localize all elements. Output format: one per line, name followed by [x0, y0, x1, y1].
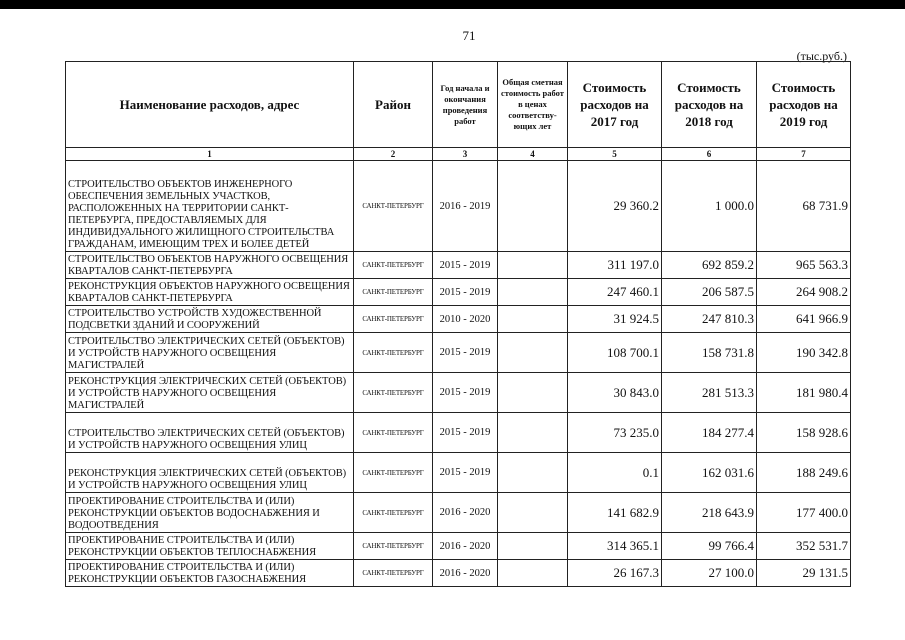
header-district: Район — [354, 62, 433, 148]
cost-2019: 352 531.7 — [757, 533, 851, 560]
cost-2019: 264 908.2 — [757, 279, 851, 306]
budget-table-container — [65, 61, 851, 587]
district: САНКТ-ПЕТЕРБУРГ — [354, 252, 433, 279]
work-years: 2015 - 2019 — [433, 252, 498, 279]
table-row — [66, 161, 851, 252]
cost-2018: 158 731.8 — [662, 333, 757, 373]
cost-2018: 184 277.4 — [662, 413, 757, 453]
cost-2018: 27 100.0 — [662, 560, 757, 587]
total-estimate — [498, 373, 568, 413]
district: САНКТ-ПЕТЕРБУРГ — [354, 333, 433, 373]
district: САНКТ-ПЕТЕРБУРГ — [354, 493, 433, 533]
budget-table — [65, 61, 851, 587]
cost-2019: 190 342.8 — [757, 333, 851, 373]
expense-name: РЕКОНСТРУКЦИЯ ОБЪЕКТОВ НАРУЖНОГО ОСВЕЩЕНИЯ КВАРТАЛОВ САНКТ-ПЕТЕРБУРГА — [66, 279, 354, 306]
work-years: 2016 - 2019 — [433, 161, 498, 252]
total-estimate — [498, 493, 568, 533]
table-row — [66, 306, 851, 333]
column-number: 4 — [498, 148, 568, 161]
column-number: 1 — [66, 148, 354, 161]
table-row — [66, 493, 851, 533]
district: САНКТ-ПЕТЕРБУРГ — [354, 533, 433, 560]
column-number: 7 — [757, 148, 851, 161]
work-years: 2015 - 2019 — [433, 279, 498, 306]
header-cost-2019: Стоимость расходов на 2019 год — [757, 62, 851, 148]
column-number: 2 — [354, 148, 433, 161]
cost-2017: 26 167.3 — [568, 560, 662, 587]
total-estimate — [498, 161, 568, 252]
district: САНКТ-ПЕТЕРБУРГ — [354, 279, 433, 306]
total-estimate — [498, 413, 568, 453]
cost-2018: 1 000.0 — [662, 161, 757, 252]
total-estimate — [498, 560, 568, 587]
work-years: 2015 - 2019 — [433, 453, 498, 493]
district: САНКТ-ПЕТЕРБУРГ — [354, 453, 433, 493]
cost-2018: 206 587.5 — [662, 279, 757, 306]
cost-2017: 108 700.1 — [568, 333, 662, 373]
work-years: 2015 - 2019 — [433, 413, 498, 453]
column-number-row — [66, 148, 851, 161]
work-years: 2016 - 2020 — [433, 560, 498, 587]
header-cost-2018: Стоимость расходов на 2018 год — [662, 62, 757, 148]
cost-2019: 965 563.3 — [757, 252, 851, 279]
cost-2017: 0.1 — [568, 453, 662, 493]
table-row — [66, 413, 851, 453]
expense-name: РЕКОНСТРУКЦИЯ ЭЛЕКТРИЧЕСКИХ СЕТЕЙ (ОБЪЕКТОВ) И УСТРОЙСТВ НАРУЖНОГО ОСВЕЩЕНИЯ УЛИЦ — [66, 453, 354, 493]
district: САНКТ-ПЕТЕРБУРГ — [354, 306, 433, 333]
header-cost-2017: Стоимость расходов на 2017 год — [568, 62, 662, 148]
page-number: 71 — [462, 28, 476, 43]
expense-name: СТРОИТЕЛЬСТВО ЭЛЕКТРИЧЕСКИХ СЕТЕЙ (ОБЪЕКТОВ) И УСТРОЙСТВ НАРУЖНОГО ОСВЕЩЕНИЯ МАГИСТРАЛЕЙ — [66, 333, 354, 373]
cost-2017: 73 235.0 — [568, 413, 662, 453]
work-years: 2016 - 2020 — [433, 493, 498, 533]
column-number: 5 — [568, 148, 662, 161]
table-row — [66, 252, 851, 279]
expense-name: ПРОЕКТИРОВАНИЕ СТРОИТЕЛЬСТВА И (ИЛИ) РЕКОНСТРУКЦИИ ОБЪЕКТОВ ВОДОСНАБЖЕНИЯ И ВОДООТВЕДЕНИЯ — [66, 493, 354, 533]
expense-name: СТРОИТЕЛЬСТВО ЭЛЕКТРИЧЕСКИХ СЕТЕЙ (ОБЪЕКТОВ) И УСТРОЙСТВ НАРУЖНОГО ОСВЕЩЕНИЯ УЛИЦ — [66, 413, 354, 453]
header-name: Наименование расходов, адрес — [66, 62, 354, 148]
column-number: 6 — [662, 148, 757, 161]
cost-2018: 281 513.3 — [662, 373, 757, 413]
table-row — [66, 560, 851, 587]
cost-2019: 68 731.9 — [757, 161, 851, 252]
work-years: 2016 - 2020 — [433, 533, 498, 560]
district: САНКТ-ПЕТЕРБУРГ — [354, 413, 433, 453]
cost-2018: 99 766.4 — [662, 533, 757, 560]
expense-name: ПРОЕКТИРОВАНИЕ СТРОИТЕЛЬСТВА И (ИЛИ) РЕКОНСТРУКЦИИ ОБЪЕКТОВ ГАЗОСНАБЖЕНИЯ — [66, 560, 354, 587]
table-row — [66, 333, 851, 373]
cost-2018: 218 643.9 — [662, 493, 757, 533]
header-years: Год начала и окончания проведения работ — [433, 62, 498, 148]
district: САНКТ-ПЕТЕРБУРГ — [354, 373, 433, 413]
units-label: (тыс.руб.) — [796, 49, 847, 63]
cost-2017: 311 197.0 — [568, 252, 662, 279]
work-years: 2015 - 2019 — [433, 333, 498, 373]
expense-name: СТРОИТЕЛЬСТВО УСТРОЙСТВ ХУДОЖЕСТВЕННОЙ ПОДСВЕТКИ ЗДАНИЙ И СООРУЖЕНИЙ — [66, 306, 354, 333]
total-estimate — [498, 453, 568, 493]
total-estimate — [498, 279, 568, 306]
total-estimate — [498, 306, 568, 333]
expense-name: ПРОЕКТИРОВАНИЕ СТРОИТЕЛЬСТВА И (ИЛИ) РЕКОНСТРУКЦИИ ОБЪЕКТОВ ТЕПЛОСНАБЖЕНИЯ — [66, 533, 354, 560]
header-estimate: Общая сметная стоимость работ в ценах соответству-ющих лет — [498, 62, 568, 148]
cost-2019: 29 131.5 — [757, 560, 851, 587]
district: САНКТ-ПЕТЕРБУРГ — [354, 161, 433, 252]
cost-2018: 162 031.6 — [662, 453, 757, 493]
column-number: 3 — [433, 148, 498, 161]
table-row — [66, 453, 851, 493]
cost-2018: 247 810.3 — [662, 306, 757, 333]
cost-2017: 141 682.9 — [568, 493, 662, 533]
cost-2018: 692 859.2 — [662, 252, 757, 279]
total-estimate — [498, 333, 568, 373]
cost-2017: 30 843.0 — [568, 373, 662, 413]
cost-2017: 31 924.5 — [568, 306, 662, 333]
header-row — [66, 62, 851, 148]
cost-2017: 314 365.1 — [568, 533, 662, 560]
total-estimate — [498, 252, 568, 279]
total-estimate — [498, 533, 568, 560]
cost-2019: 641 966.9 — [757, 306, 851, 333]
cost-2019: 177 400.0 — [757, 493, 851, 533]
expense-name: СТРОИТЕЛЬСТВО ОБЪЕКТОВ ИНЖЕНЕРНОГО ОБЕСПЕЧЕНИЯ ЗЕМЕЛЬНЫХ УЧАСТКОВ, РАСПОЛОЖЕННЫХ НА ТЕРРИТОРИИ САНКТ-ПЕТЕРБУРГА, ПРЕДОСТАВЛЯЕМЫХ ДЛЯ ИНДИВИДУАЛЬНОГО ЖИЛИЩНОГО СТРОИТЕЛЬСТВА ГРАЖДАНАМ, ИМЕЮЩИМ ТРЕХ И БОЛЕЕ ДЕТЕЙ — [66, 161, 354, 252]
table-row — [66, 373, 851, 413]
scan-top-border — [0, 0, 905, 9]
expense-name: РЕКОНСТРУКЦИЯ ЭЛЕКТРИЧЕСКИХ СЕТЕЙ (ОБЪЕКТОВ) И УСТРОЙСТВ НАРУЖНОГО ОСВЕЩЕНИЯ МАГИСТРАЛЕЙ — [66, 373, 354, 413]
district: САНКТ-ПЕТЕРБУРГ — [354, 560, 433, 587]
work-years: 2015 - 2019 — [433, 373, 498, 413]
cost-2019: 188 249.6 — [757, 453, 851, 493]
cost-2017: 247 460.1 — [568, 279, 662, 306]
cost-2019: 158 928.6 — [757, 413, 851, 453]
expense-name: СТРОИТЕЛЬСТВО ОБЪЕКТОВ НАРУЖНОГО ОСВЕЩЕНИЯ КВАРТАЛОВ САНКТ-ПЕТЕРБУРГА — [66, 252, 354, 279]
table-row — [66, 533, 851, 560]
work-years: 2010 - 2020 — [433, 306, 498, 333]
cost-2017: 29 360.2 — [568, 161, 662, 252]
table-row — [66, 279, 851, 306]
cost-2019: 181 980.4 — [757, 373, 851, 413]
